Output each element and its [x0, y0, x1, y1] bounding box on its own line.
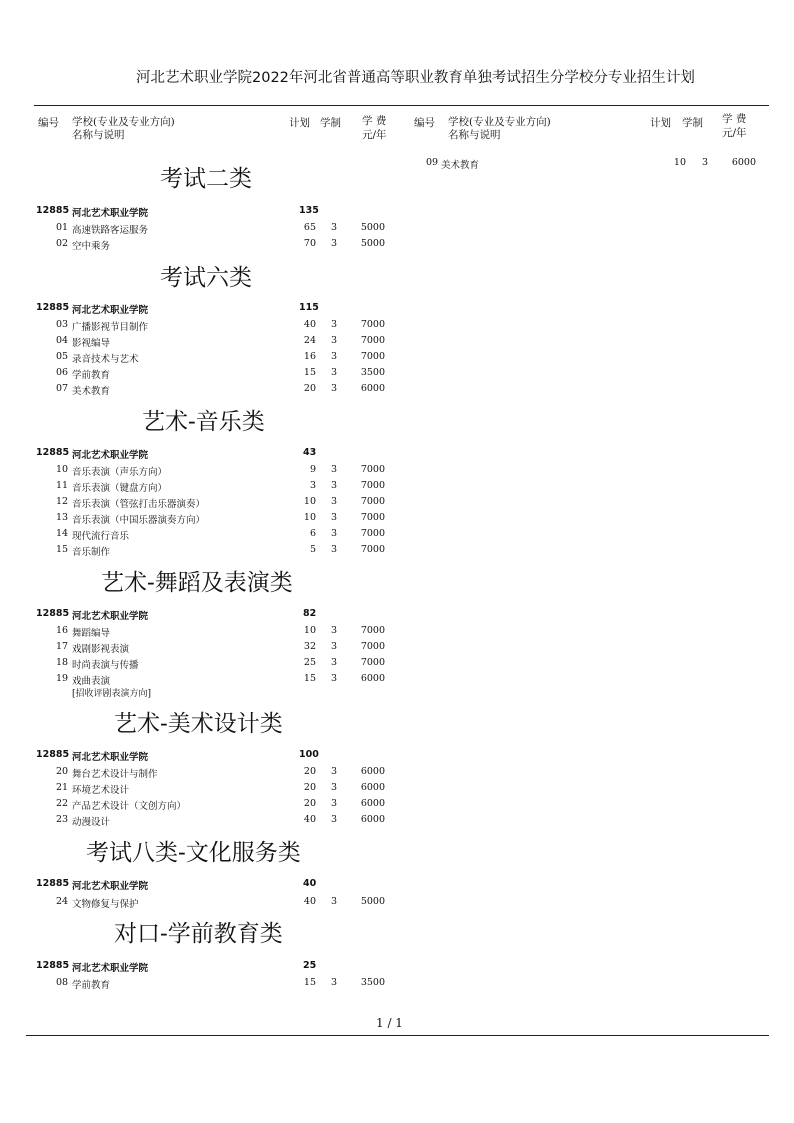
row-years: 3 — [331, 528, 338, 539]
row-fee: 7000 — [360, 464, 385, 475]
header-plan-right: 计划 — [650, 117, 671, 129]
row-code: 18 — [56, 657, 69, 668]
row-plan: 65 — [303, 222, 316, 233]
row-fee: 5000 — [360, 238, 385, 249]
header-school-line2: 名称与说明 — [72, 129, 125, 141]
header-top-rule — [34, 105, 769, 106]
row-fee: 7000 — [360, 496, 385, 507]
row-code: 20 — [56, 766, 69, 777]
section-title: 对口-学前教育类 — [114, 921, 283, 947]
row-years: 3 — [331, 367, 338, 378]
row-name: 音乐表演（中国乐器演奏方向） — [72, 515, 206, 526]
row-plan: 15 — [303, 673, 316, 684]
row-fee: 7000 — [360, 641, 385, 652]
row-fee: 7000 — [360, 335, 385, 346]
header-fee-line1: 学 费 — [362, 115, 387, 127]
row-code: 06 — [56, 367, 69, 378]
section-title: 考试二类 — [160, 166, 252, 192]
row-years: 3 — [331, 673, 338, 684]
row-fee: 7000 — [360, 319, 385, 330]
right-row-name: 美术教育 — [441, 160, 480, 171]
school-name: 河北艺术职业学院 — [72, 611, 149, 622]
header-years: 学制 — [320, 117, 341, 129]
school-code: 12885 — [36, 608, 70, 619]
row-note: [招收评剧表演方向] — [72, 689, 152, 699]
row-fee: 5000 — [360, 896, 385, 907]
school-name: 河北艺术职业学院 — [72, 450, 149, 461]
row-name: 舞台艺术设计与制作 — [72, 769, 158, 780]
school-name: 河北艺术职业学院 — [72, 881, 149, 892]
row-code: 13 — [56, 512, 69, 523]
row-name: 现代流行音乐 — [72, 531, 130, 542]
row-code: 19 — [56, 673, 69, 684]
row-years: 3 — [331, 782, 338, 793]
row-code: 16 — [56, 625, 69, 636]
row-name: 产品艺术设计（文创方向） — [72, 801, 187, 812]
row-plan: 10 — [303, 625, 316, 636]
school-code: 12885 — [36, 960, 70, 971]
row-years: 3 — [331, 319, 338, 330]
row-code: 02 — [56, 238, 69, 249]
row-years: 3 — [331, 625, 338, 636]
school-name: 河北艺术职业学院 — [72, 752, 149, 763]
row-name: 音乐制作 — [72, 547, 111, 558]
row-name: 舞蹈编导 — [72, 628, 111, 639]
school-name: 河北艺术职业学院 — [72, 208, 149, 219]
page-number: 1 / 1 — [376, 1016, 403, 1030]
row-code: 21 — [56, 782, 69, 793]
row-name: 动漫设计 — [72, 817, 111, 828]
row-plan: 16 — [303, 351, 316, 362]
row-code: 03 — [56, 319, 69, 330]
row-plan: 10 — [303, 496, 316, 507]
row-plan: 40 — [303, 814, 316, 825]
row-fee: 3500 — [360, 977, 385, 988]
row-fee: 6000 — [360, 814, 385, 825]
school-code: 12885 — [36, 302, 70, 313]
row-name: 时尚表演与传播 — [72, 660, 139, 671]
school-total: 135 — [299, 205, 319, 216]
row-years: 3 — [331, 335, 338, 346]
row-years: 3 — [331, 351, 338, 362]
row-plan: 70 — [303, 238, 316, 249]
row-name: 广播影视节目制作 — [72, 322, 149, 333]
footer-rule — [26, 1035, 769, 1036]
school-total: 82 — [303, 608, 317, 619]
row-years: 3 — [331, 544, 338, 555]
row-fee: 7000 — [360, 657, 385, 668]
row-plan: 20 — [303, 766, 316, 777]
row-code: 22 — [56, 798, 69, 809]
header-school-line1: 学校(专业及专业方向) — [72, 116, 175, 128]
school-total: 100 — [299, 749, 319, 760]
row-code: 08 — [56, 977, 69, 988]
school-total: 43 — [303, 447, 317, 458]
row-plan: 20 — [303, 798, 316, 809]
row-plan: 24 — [303, 335, 316, 346]
right-row-plan: 10 — [673, 157, 686, 168]
row-plan: 25 — [303, 657, 316, 668]
row-years: 3 — [331, 798, 338, 809]
row-fee: 6000 — [360, 673, 385, 684]
row-years: 3 — [331, 641, 338, 652]
right-row-years: 3 — [702, 157, 709, 168]
row-name: 学前教育 — [72, 370, 111, 381]
row-code: 15 — [56, 544, 69, 555]
row-fee: 7000 — [360, 480, 385, 491]
school-code: 12885 — [36, 447, 70, 458]
right-row-fee: 6000 — [731, 157, 756, 168]
row-name: 环境艺术设计 — [72, 785, 130, 796]
row-name: 音乐表演（声乐方向） — [72, 467, 168, 478]
row-code: 17 — [56, 641, 69, 652]
row-name: 学前教育 — [72, 980, 111, 991]
row-name: 高速铁路客运服务 — [72, 225, 149, 236]
row-years: 3 — [331, 896, 338, 907]
row-name: 文物修复与保护 — [72, 899, 139, 910]
row-fee: 7000 — [360, 351, 385, 362]
school-name: 河北艺术职业学院 — [72, 305, 149, 316]
row-fee: 7000 — [360, 544, 385, 555]
section-title: 考试六类 — [160, 265, 252, 291]
row-years: 3 — [331, 480, 338, 491]
row-fee: 3500 — [360, 367, 385, 378]
row-code: 23 — [56, 814, 69, 825]
row-plan: 15 — [303, 367, 316, 378]
section-title: 考试八类-文化服务类 — [86, 840, 301, 866]
row-name: 戏剧影视表演 — [72, 644, 130, 655]
right-row-code: 09 — [426, 157, 439, 168]
row-plan: 20 — [303, 782, 316, 793]
row-code: 24 — [56, 896, 69, 907]
school-code: 12885 — [36, 878, 70, 889]
row-years: 3 — [331, 464, 338, 475]
header-school-line2-right: 名称与说明 — [448, 129, 501, 141]
row-name: 影视编导 — [72, 338, 111, 349]
row-fee: 6000 — [360, 383, 385, 394]
row-plan: 9 — [309, 464, 316, 475]
row-years: 3 — [331, 383, 338, 394]
row-code: 04 — [56, 335, 69, 346]
row-code: 12 — [56, 496, 69, 507]
row-plan: 15 — [303, 977, 316, 988]
school-name: 河北艺术职业学院 — [72, 963, 149, 974]
row-plan: 40 — [303, 319, 316, 330]
row-plan: 3 — [309, 480, 316, 491]
school-total: 115 — [299, 302, 319, 313]
row-name: 录音技术与艺术 — [72, 354, 139, 365]
school-total: 40 — [303, 878, 317, 889]
row-plan: 32 — [303, 641, 316, 652]
row-name: 美术教育 — [72, 386, 111, 397]
school-code: 12885 — [36, 749, 70, 760]
row-years: 3 — [331, 512, 338, 523]
row-code: 14 — [56, 528, 69, 539]
header-school-line1-right: 学校(专业及专业方向) — [448, 116, 551, 128]
row-name: 音乐表演（键盘方向） — [72, 483, 168, 494]
row-plan: 5 — [309, 544, 316, 555]
row-fee: 7000 — [360, 528, 385, 539]
page-title: 河北艺术职业学院2022年河北省普通高等职业教育单独考试招生分学校分专业招生计划 — [136, 70, 695, 86]
section-title: 艺术-美术设计类 — [114, 711, 283, 737]
section-title: 艺术-音乐类 — [142, 409, 265, 435]
header-code: 编号 — [38, 117, 59, 129]
row-code: 10 — [56, 464, 69, 475]
row-years: 3 — [331, 496, 338, 507]
row-plan: 10 — [303, 512, 316, 523]
section-title: 艺术-舞蹈及表演类 — [101, 570, 293, 596]
header-years-right: 学制 — [682, 117, 703, 129]
row-code: 07 — [56, 383, 69, 394]
row-name: 戏曲表演 — [72, 676, 111, 687]
row-fee: 5000 — [360, 222, 385, 233]
header-fee-line1-right: 学 费 — [722, 113, 747, 125]
header-fee-line2-right: 元/年 — [722, 127, 747, 139]
row-name: 音乐表演（管弦打击乐器演奏） — [72, 499, 206, 510]
row-years: 3 — [331, 238, 338, 249]
row-plan: 6 — [309, 528, 316, 539]
school-total: 25 — [303, 960, 317, 971]
row-years: 3 — [331, 222, 338, 233]
school-code: 12885 — [36, 205, 70, 216]
row-plan: 20 — [303, 383, 316, 394]
row-fee: 6000 — [360, 766, 385, 777]
row-fee: 6000 — [360, 798, 385, 809]
header-fee-line2: 元/年 — [362, 129, 387, 141]
header-plan: 计划 — [289, 117, 310, 129]
row-name: 空中乘务 — [72, 241, 111, 252]
row-years: 3 — [331, 977, 338, 988]
row-years: 3 — [331, 657, 338, 668]
row-years: 3 — [331, 814, 338, 825]
row-fee: 7000 — [360, 625, 385, 636]
row-years: 3 — [331, 766, 338, 777]
row-code: 01 — [56, 222, 69, 233]
row-plan: 40 — [303, 896, 316, 907]
row-fee: 6000 — [360, 782, 385, 793]
header-code-right: 编号 — [414, 117, 435, 129]
row-code: 05 — [56, 351, 69, 362]
row-code: 11 — [56, 480, 69, 491]
row-fee: 7000 — [360, 512, 385, 523]
